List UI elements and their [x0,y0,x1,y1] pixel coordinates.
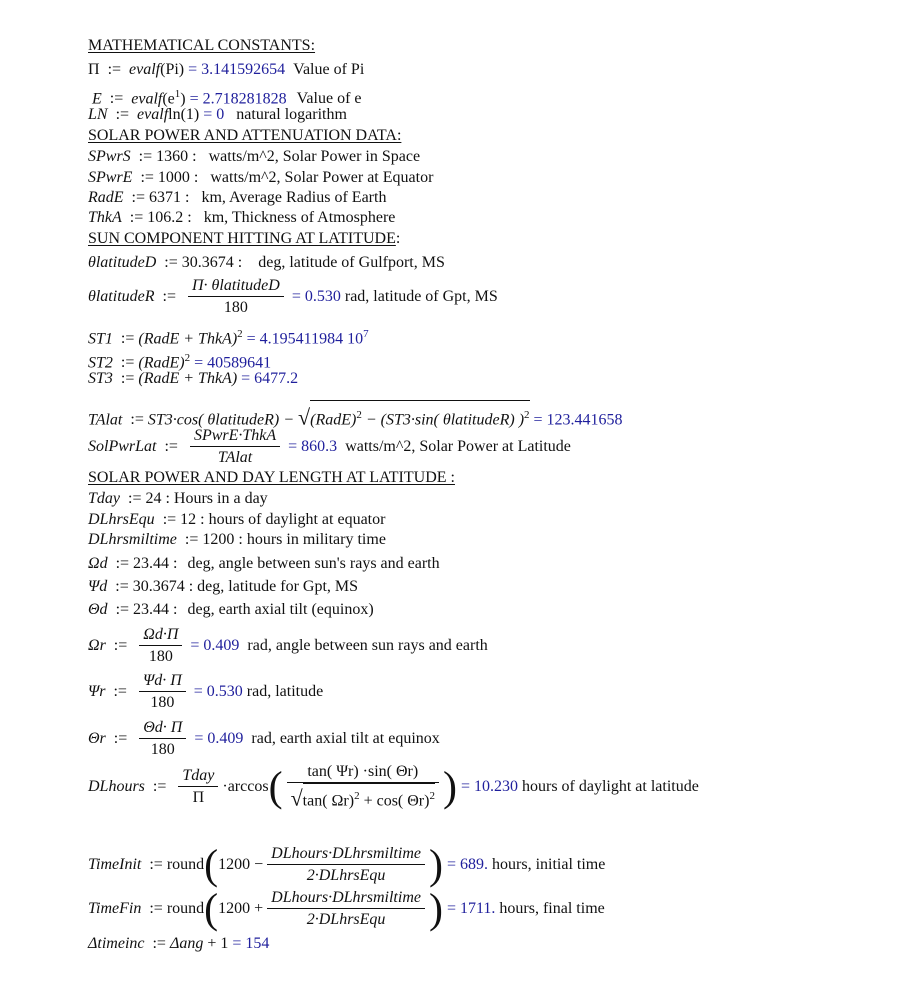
paren-open: ( [204,886,219,933]
result: = 123.441658 [533,411,623,429]
line-dlhours [88,762,699,812]
func: round [166,900,205,917]
numerator: Ψd· Π [139,671,186,692]
heading-sun-component [88,229,400,249]
line-st1 [88,324,369,349]
var: Π [88,61,100,78]
note: km, Average Radius of Earth [201,189,387,206]
result: = 0.530 [193,683,243,700]
result: = 689. [446,856,489,873]
assign-op: := [120,330,135,348]
var: DLhrsmiltime [88,531,177,548]
inner-denominator [287,783,439,812]
def-line [88,530,386,550]
def-line [88,188,386,208]
denominator: 180 [150,740,175,758]
var: DLhrsEqu [88,511,155,528]
def-line [88,600,374,620]
result: = 860.3 [288,438,338,455]
line-omega-r [88,624,488,668]
line-ln [88,105,347,125]
var: TAlat [88,411,123,429]
inner-fraction [287,762,439,812]
exp: 2 [237,328,243,340]
value: 6371 : [149,189,190,206]
var: Θd [88,601,108,618]
note: deg, latitude for Gpt, MS [197,578,359,595]
value: 23.44 : [133,555,178,572]
note: deg, angle between sun's rays and earth [187,555,440,572]
var: Ωd [88,555,108,572]
note: deg, latitude of Gulfport, MS [258,254,445,271]
var: ThkA [88,209,122,226]
note: Hours in a day [173,490,268,507]
assign-op: := [162,288,176,305]
fraction [267,888,425,931]
fraction [190,426,280,469]
denominator: 180 [223,298,248,316]
assign-op: := [130,411,144,429]
value: 12 : [180,511,205,528]
result: = 0.530 [291,288,341,305]
exp: 2 [524,409,530,421]
result: = 40589641 [194,354,272,372]
inner-numerator: tan( Ψr) ·sin( Θr) [287,762,439,783]
exp: 2 [356,409,362,421]
note: rad, angle between sun rays and earth [247,637,488,654]
den-a: tan( Ωr) [302,792,355,810]
note: rad, latitude [246,683,324,700]
note: hours, initial time [492,856,606,873]
var: TimeInit [88,856,142,873]
value: 1200 : [202,531,243,548]
def-line [88,489,268,509]
var: ST2 [88,354,113,372]
result: = 3.141592654 [188,61,286,78]
numerator: DLhours·DLhrsmiltime [267,888,425,909]
heading-math-constants: MATHEMATICAL CONSTANTS: [88,37,316,54]
assign-op: := [115,601,130,618]
result: = 0.409 [190,637,240,654]
operand: 1200 − [218,856,264,873]
numerator: Π· θlatitudeD [188,276,284,297]
var: θlatitudeR [88,288,155,305]
fraction [139,671,186,714]
note: rad, latitude of Gpt, MS [344,288,498,305]
var: SolPwrLat [88,438,157,455]
note: hours of daylight at equator [208,511,386,528]
def-line [88,208,395,228]
numerator: Tday [178,766,218,787]
exp: 2 [429,790,435,803]
func: evalf [129,61,161,78]
denominator: Π [192,788,205,806]
arg-exp: 1 [174,88,181,100]
def-line [88,147,420,167]
func: ·arccos [222,778,269,795]
def-line [88,510,385,530]
value: 1360 : [156,148,197,165]
line-timeinc [88,934,269,954]
den-b: + cos( Θr) [359,792,430,810]
heading-text: SUN COMPONENT HITTING AT LATITUDE [88,230,396,247]
assign-op: := [164,438,178,455]
assign-op: := [162,511,177,528]
numerator: DLhours·DLhrsmiltime [267,844,425,865]
assign-op: := [149,856,163,873]
func: evalf [131,90,163,108]
denominator: 2·DLhrsEqu [306,866,386,884]
rhs-var: Δang [169,935,204,952]
assign-op: := [115,106,130,123]
var: SPwrS [88,148,131,165]
assign-op: := [152,935,166,952]
assign-op: := [113,730,128,747]
assign-op: := [109,90,124,108]
note: watts/m^2, Solar Power at Latitude [345,438,571,455]
var: TimeFin [88,900,142,917]
value: 30.3674 : [181,254,243,271]
var: LN [88,106,108,123]
line-timefin [88,886,605,932]
var: E [92,90,102,108]
value: 30.3674 : [132,578,194,595]
line-psi-r [88,670,323,714]
fraction [139,625,182,668]
assign-op: := [152,778,167,795]
note: hours of daylight at latitude [521,778,699,795]
note: rad, earth axial tilt at equinox [251,730,440,747]
assign-op: := [113,683,127,700]
result: = 6477.2 [241,370,299,387]
value: 24 : [145,490,170,507]
denominator: 2·DLhrsEqu [306,910,386,928]
var: Δtimeinc [88,935,145,952]
heading-day-length: SOLAR POWER AND DAY LENGTH AT LATITUDE : [88,469,455,486]
rhs: + 1 [207,935,229,952]
assign-op: := [120,370,135,387]
result-exp: 7 [363,328,369,340]
line-timeinit [88,842,605,888]
assign-op: := [138,148,153,165]
assign-op: := [128,490,142,507]
note: deg, earth axial tilt (equinox) [187,601,374,618]
assign-op: := [120,354,135,372]
arg: ln(1) [168,106,200,123]
expr: (RadE + ThkA) [138,330,238,348]
note: natural logarithm [236,106,347,123]
sqrt-icon: √ [290,785,303,811]
assign-op: := [140,169,154,186]
paren-open: ( [204,842,219,889]
assign-op: := [129,209,144,226]
var: Ωr [88,637,106,654]
fraction [178,766,218,809]
line-latd [88,253,445,273]
lhs: ST3·cos( θlatitudeR) − [147,411,295,429]
value: 106.2 : [147,209,192,226]
numerator: Ωd·Π [139,625,182,646]
result: = 154 [232,935,270,952]
heading-colon: : [395,230,401,247]
sqrt-body [303,783,435,812]
note: Value of e [296,90,362,108]
def-line [88,168,433,188]
exp: 2 [184,352,191,364]
note: Value of Pi [293,61,365,78]
note: hours, final time [499,900,605,917]
operand: 1200 + [218,900,264,917]
def-line [88,554,440,574]
denominator: 180 [148,647,173,665]
fraction [188,276,284,319]
assign-op: := [164,254,178,271]
var: θlatitudeD [88,254,157,271]
var: DLhours [88,778,145,795]
inner-mid: − (ST3·sin( θlatitudeR) ) [361,411,525,429]
line-solpwr [88,425,571,469]
var: RadE [88,189,124,206]
denominator: 180 [150,693,175,711]
result: = 2.718281828 [189,90,287,108]
result: = 10.230 [460,778,518,795]
func: evalf [137,106,169,123]
var: SPwrE [88,169,133,186]
var: Ψd [88,578,108,595]
result: = 1711. [446,900,496,917]
line-latr [88,275,498,319]
note: watts/m^2, Solar Power at Equator [210,169,434,186]
assign-op: := [107,61,122,78]
paren-open: ( [268,764,283,811]
note: hours in military time [246,531,386,548]
denominator: TAlat [217,448,253,466]
paren-close: ) [442,764,457,811]
expr: (RadE) [138,354,185,372]
result: = 0 [203,106,225,123]
assign-op: := [115,578,129,595]
note: km, Thickness of Atmosphere [203,209,396,226]
assign-op: := [113,637,128,654]
assign-op: := [184,531,199,548]
numerator: Θd· Π [139,718,186,739]
value: 1000 : [157,169,199,186]
arg: (Pi) [160,61,185,78]
value: 23.44 : [133,601,178,618]
func: round [166,856,205,873]
note: watts/m^2, Solar Power in Space [208,148,421,165]
line-st3 [88,369,298,389]
line-e: E := $evalf(e^1) = 2.718281828$ Value of e [92,88,362,108]
expr: (RadE + ThkA) [138,370,238,387]
result: = 0.409 [194,730,244,747]
assign-op: := [115,555,130,572]
exp: 2 [354,790,360,803]
var: Tday [88,490,120,507]
fraction [139,718,186,761]
arg-base: e [167,90,175,108]
paren-close: ) [428,842,443,889]
var: ST1 [88,330,113,348]
inner1: (RadE) [310,411,357,429]
fraction [267,844,425,887]
var: Θr [88,730,106,747]
heading-solar-power: SOLAR POWER AND ATTENUATION DATA: [88,127,402,144]
line-pi [88,60,364,80]
var: ST3 [88,370,113,387]
result: = 4.195411984 10 [246,330,364,348]
def-line [88,577,358,597]
assign-op: := [149,900,163,917]
paren-close: ) [428,886,443,933]
assign-op: := [131,189,146,206]
numerator: SPwrE·ThkA [190,426,280,447]
var: Ψr [88,683,106,700]
sqrt-icon: √ [298,404,311,430]
line-theta-r [88,717,440,761]
